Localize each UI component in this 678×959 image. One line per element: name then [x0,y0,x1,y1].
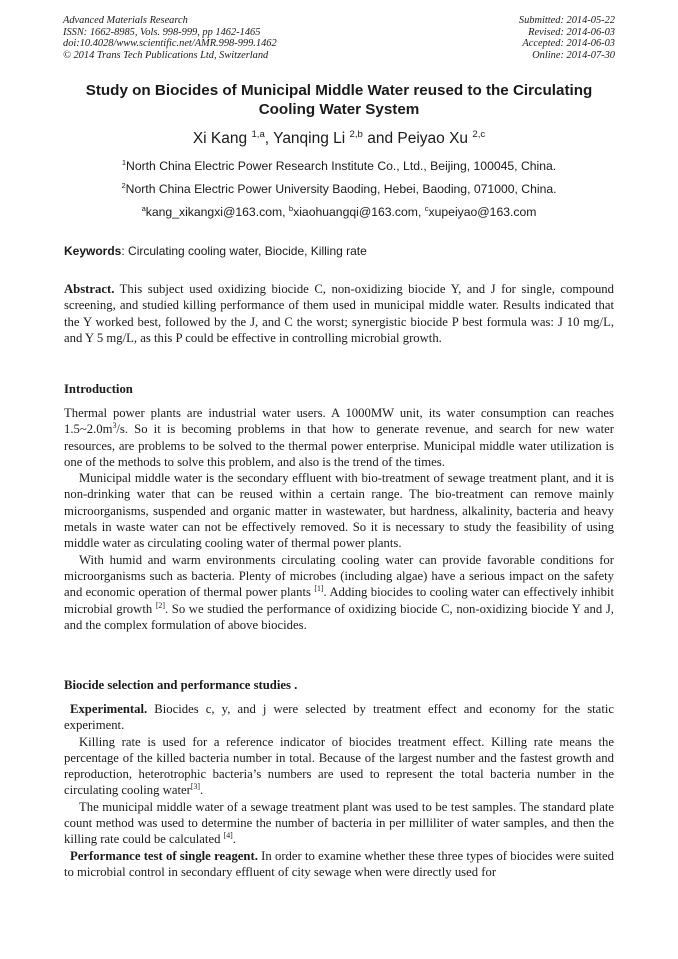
revised-date: Revised: 2014-06-03 [528,26,615,38]
author-name: Yanqing Li [273,130,346,147]
paper-title [50,81,628,119]
section-2-body [64,701,614,880]
author-sup: 1,a [251,128,265,140]
author-separator: , [264,130,274,147]
experimental-label: Experimental. [70,702,148,716]
publication-dates [519,15,615,61]
samples-text-b: . [232,832,236,847]
introduction-body [64,405,614,633]
author-sup: 2,b [349,128,363,140]
introduction-heading: Introduction [64,382,133,396]
intro-p3-text-a: With humid and warm environments circulating cooling water can provide favorable conditions for microorganisms such as bacteria. Plenty of microbes (including algae) have a serious impact on the safety and economic operation of thermal power plants [64,552,614,600]
intro-paragraph-3 [64,552,614,633]
affiliation-2 [40,182,638,196]
author-separator: and [362,130,398,147]
title-line-1: Study on Biocides of Municipal Middle Water reused to the Circulating [85,82,593,99]
online-date: Online: 2014-07-30 [532,49,615,61]
affiliation-1 [40,159,638,173]
intro-paragraph-1 [64,405,614,470]
affiliation-sup: 2 [121,180,126,190]
author-sup: 2,c [472,128,486,140]
copyright-line: © 2014 Trans Tech Publications Ltd, Switzerland [63,49,269,61]
intro-p1-text-a: Thermal power plants are industrial water users. A 1000MW unit, its water consumption can reaches 1.5~2.0m [64,406,614,437]
samples-paragraph [64,799,614,848]
accepted-date: Accepted: 2014-06-03 [522,38,615,50]
email-link: xupeiyao@163.com [428,205,537,219]
issn-line: ISSN: 1662-8985, Vols. 998-999, pp 1462-1465 [63,26,261,38]
title-line-2: Cooling Water System [258,101,420,118]
experimental-text: Biocides c, y, and j were selected by treatment effect and economy for the static experiment. [64,702,614,733]
journal-info [63,15,277,61]
citation-4: [4] [223,831,233,841]
abstract [64,281,614,346]
samples-text-a: The municipal middle water of a sewage treatment plant was used to be test samples. The standard plate count method was used to determine the number of bacteria in per milliliter of water samples, and then the killing rate could be calculated [64,799,614,847]
keywords-text: : Circulating cooling water, Biocide, Killing rate [121,244,367,258]
killing-rate-text-b: . [200,783,204,798]
email-sup: b [288,203,294,213]
citation-3: [3] [190,782,200,792]
section-2-heading: Biocide selection and performance studies . [64,678,298,692]
abstract-label: Abstract. [64,282,115,296]
intro-p3-text-c: . So we studied the performance of oxidizing biocide C, non-oxidizing biocide Y and J, and the complex formulation of above biocides. [64,601,614,632]
affiliation-sup: 1 [121,157,127,167]
submitted-date: Submitted: 2014-05-22 [518,15,615,26]
affiliation-text: North China Electric Power University Baoding, Hebei, Baoding, 071000, China. [125,182,557,196]
author-name: Xi Kang [192,130,248,147]
affiliation-text: North China Electric Power Research Institute Co., Ltd., Beijing, 100045, China. [126,159,557,173]
email-sup: c [424,203,429,213]
intro-p1-sup: 3 [112,421,117,431]
email-link: kang_xikangxi@163.com, [145,205,289,219]
citation-1: [1] [314,584,324,594]
email-link: xiaohuangqi@163.com, [293,205,425,219]
intro-p1-text-b: /s. So it is becoming problems in that how to generate revenue, and search for new water resources, are problems to be solved to the thermal power enterprise. Municipal middle water utilization is one of the methods to solve this problem, and also is the trend of the times. [64,422,614,469]
author-list [40,130,638,148]
intro-paragraph-2: Municipal middle water is the secondary effluent with bio-treatment of sewage treatment plant, and it is non-drinking water that can be reused within a certain range. The bio-treatment can remove mainly microorganisms, suspended and organic matter in wastewater, but hardness, alkalinity, bacteria and heavy metals in waste water can not be effectively removed. So it is necessary to study the feasibility of using middle water as circulating cooling water of thermal power plants. [64,471,614,551]
killing-rate-paragraph [64,734,614,799]
performance-text: In order to examine whether these three types of biocides were suited to microbial control in secondary effluent of city sewage when were directly used for [64,848,615,879]
abstract-text: This subject used oxidizing biocide C, non-oxidizing biocide Y, and J for single, compound screening, and studied killing performance of them used in municipal middle water. Results indicated that the Y worked best, followed by the J, and C the worst; synergistic biocide P best formula was: J 10 mg/L, and Y 5 mg/L, as this P could be effective in controlling microbial growth. [64,282,614,345]
performance-paragraph [64,848,614,881]
keywords-label: Keywords [64,244,122,258]
citation-2: [2] [155,600,165,610]
email-sup: a [141,203,146,213]
doi-line: doi:10.4028/www.scientific.net/AMR.998-999.1462 [63,38,277,50]
author-name: Peiyao Xu [397,130,469,147]
email-list [40,205,638,219]
experimental-paragraph [64,701,614,734]
killing-rate-text-a: Killing rate is used for a reference indicator of biocides treatment effect. Killing rate means the percentage of the killed bacteria number in total. Because of the largest number and the fastest growth and reproduction, heterotrophic bacteria’s numbers are used to represent the total bacteria number in the circulating cooling water [64,734,614,798]
intro-p3-text-b: . Adding biocides to cooling water can effectively inhibit microbial growth [64,585,614,616]
keywords [64,244,624,258]
journal-name: Advanced Materials Research [63,15,188,26]
performance-label: Performance test of single reagent. [70,848,258,863]
